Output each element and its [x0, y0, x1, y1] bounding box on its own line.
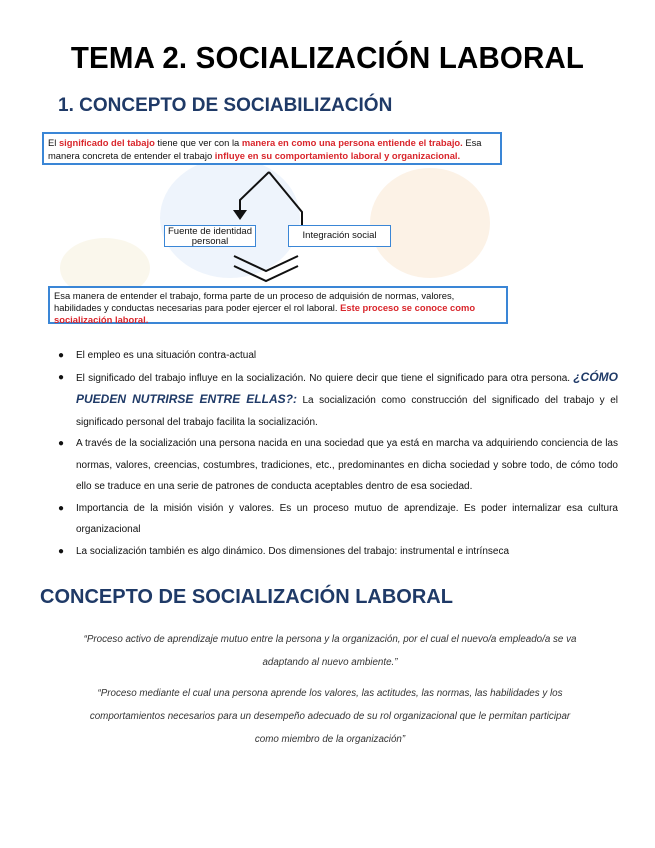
- quote-definition-1: “Proceso activo de aprendizaje mutuo entre la persona y la organización, por el cual el nuevo/a empleado/a se va adaptando al nuevo ambiente.”: [83, 634, 577, 668]
- list-item: ● Importancia de la misión visión y valores. Es un proceso mutuo de aprendizaje. Es poder internalizar esa cultura organizacional: [58, 498, 618, 541]
- page-title: TEMA 2. SOCIALIZACIÓN LABORAL: [70, 40, 585, 75]
- social-integration-box: Integración social: [288, 225, 391, 247]
- identity-source-box: Fuente de identidad personal: [164, 225, 256, 247]
- socialization-summary-box: Esa manera de entender el trabajo, forma parte de un proceso de adquisión de normas, valores, habilidades y conductas necesarias para poder ejercer el rol laboral. Este proceso se conoce como socialización laboral.: [48, 286, 508, 324]
- question-heading: ¿CÓMO PUEDEN NUTRIRSE ENTRE ELLAS?:: [76, 369, 618, 406]
- quote-definition-2: “Proceso mediante el cual una persona aprende los valores, las actitudes, las normas, las habilidades y los comportamientos necesarios para un desempeño adecuado de su rol organizacional que le permitan participar como miembro de la organización”: [89, 688, 571, 745]
- list-item: ● A través de la socialización una persona nacida en una sociedad que ya está en marcha va adquiriendo conciencia de las normas, valores, creencias, costumbres, tradiciones, etc., predominantes en dicha sociedad y sobre todo, de cómo todo ello se traduce en una serie de patrones de conducta aceptables dentro de esa sociedad.: [58, 433, 618, 498]
- section-heading-concepto-sociabilizacion: 1. CONCEPTO DE SOCIABILIZACIÓN: [58, 95, 393, 116]
- list-item: ● El empleo es una situación contra-actual: [58, 345, 618, 367]
- bullet-icon: ●: [58, 350, 65, 361]
- list-item: ● El significado del trabajo influye en la socialización. No quiere decir que tiene el significado para otra persona. ¿CÓMO PUEDEN NUTRIRSE ENTRE ELLAS?: La socialización como construcción del significado del trabajo y el significado personal del trabajo facilita la socialización.: [58, 367, 618, 434]
- definition-box: El significado del tabajo tiene que ver con la manera en como una persona entiende el trabajo. Esa manera concreta de entender el trabajo influye en su comportamiento laboral y organizacional.: [42, 132, 502, 165]
- bullet-icon: ●: [58, 545, 65, 557]
- bullet-list: [58, 345, 618, 562]
- section-heading-socializacion-laboral: CONCEPTO DE SOCIALIZACIÓN LABORAL: [40, 586, 453, 608]
- question-text: La socialización como construcción del significado del trabajo y el significado personal del trabajo facilita la socialización.: [76, 395, 618, 428]
- concept-diagram: [40, 128, 514, 328]
- bullet-icon: ●: [58, 371, 65, 383]
- bullet-icon: ●: [58, 502, 65, 514]
- bullet-icon: ●: [58, 438, 65, 449]
- list-item: ● La socialización también es algo dinámico. Dos dimensiones del trabajo: instrumental e intrínseca: [58, 541, 618, 563]
